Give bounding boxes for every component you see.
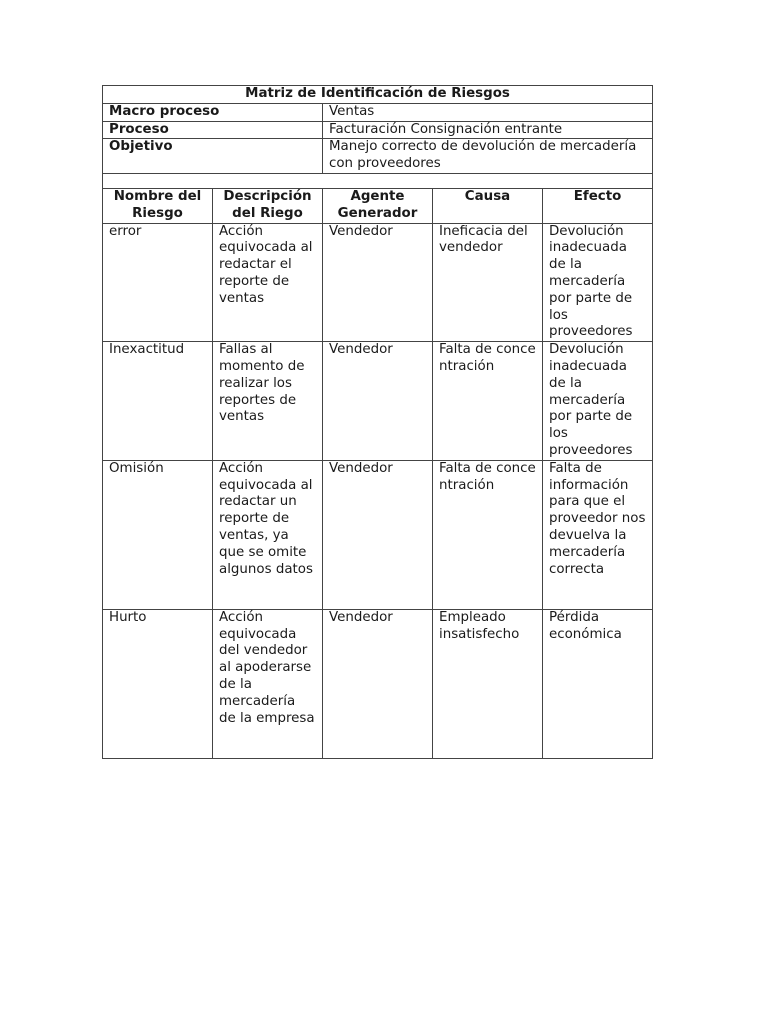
meta-label: Proceso (103, 121, 323, 139)
meta-row-objetivo (103, 139, 653, 174)
column-header: Nombre del Riesgo (103, 188, 213, 223)
risk-effect-cell: Devolución inadecuada de la mercadería por parte de los proveedores (543, 223, 653, 342)
column-header: Causa (433, 188, 543, 223)
risk-agent-cell: Vendedor (323, 460, 433, 609)
risk-cause-cell: Falta de concentración (433, 342, 543, 461)
risk-agent-cell: Vendedor (323, 342, 433, 461)
meta-label: Macro proceso (103, 103, 323, 121)
risk-name-cell: error (103, 223, 213, 342)
column-header: Descripción del Riego (213, 188, 323, 223)
risk-agent-cell: Vendedor (323, 609, 433, 758)
risk-description-cell: Fallas al momento de realizar los reportes de ventas (213, 342, 323, 461)
document-title: Matriz de Identificación de Riesgos (103, 86, 653, 104)
table-row (103, 342, 653, 461)
risk-name-cell: Omisión (103, 460, 213, 609)
risk-cause-cell: Empleado insatisfecho (433, 609, 543, 758)
meta-value: Manejo correcto de devolución de mercadería con proveedores (323, 139, 653, 174)
meta-row-macro-proceso (103, 103, 653, 121)
risk-description-cell: Acción equivocada al redactar un reporte de ventas, ya que se omite algunos datos (213, 460, 323, 609)
spacer-cell (103, 173, 653, 188)
risk-cause-cell: Ineficacia del vendedor (433, 223, 543, 342)
column-header: Efecto (543, 188, 653, 223)
table-row (103, 609, 653, 758)
meta-value: Ventas (323, 103, 653, 121)
risk-matrix-table (102, 85, 653, 759)
table-row (103, 223, 653, 342)
risk-name-cell: Inexactitud (103, 342, 213, 461)
meta-row-proceso (103, 121, 653, 139)
risk-effect-cell: Pérdida económica (543, 609, 653, 758)
risk-cause-cell: Falta de concentración (433, 460, 543, 609)
risk-agent-cell: Vendedor (323, 223, 433, 342)
spacer-row (103, 173, 653, 188)
risk-name-cell: Hurto (103, 609, 213, 758)
table-row (103, 460, 653, 609)
meta-value: Facturación Consignación entrante (323, 121, 653, 139)
risk-effect-cell: Devolución inadecuada de la mercadería por parte de los proveedores (543, 342, 653, 461)
meta-label: Objetivo (103, 139, 323, 174)
risk-description-cell: Acción equivocada al redactar el reporte de ventas (213, 223, 323, 342)
title-row (103, 86, 653, 104)
header-row (103, 188, 653, 223)
risk-effect-cell: Falta de información para que el proveedor nos devuelva la mercadería correcta (543, 460, 653, 609)
risk-description-cell: Acción equivocada del vendedor al apoderarse de la mercadería de la empresa (213, 609, 323, 758)
column-header: Agente Generador (323, 188, 433, 223)
